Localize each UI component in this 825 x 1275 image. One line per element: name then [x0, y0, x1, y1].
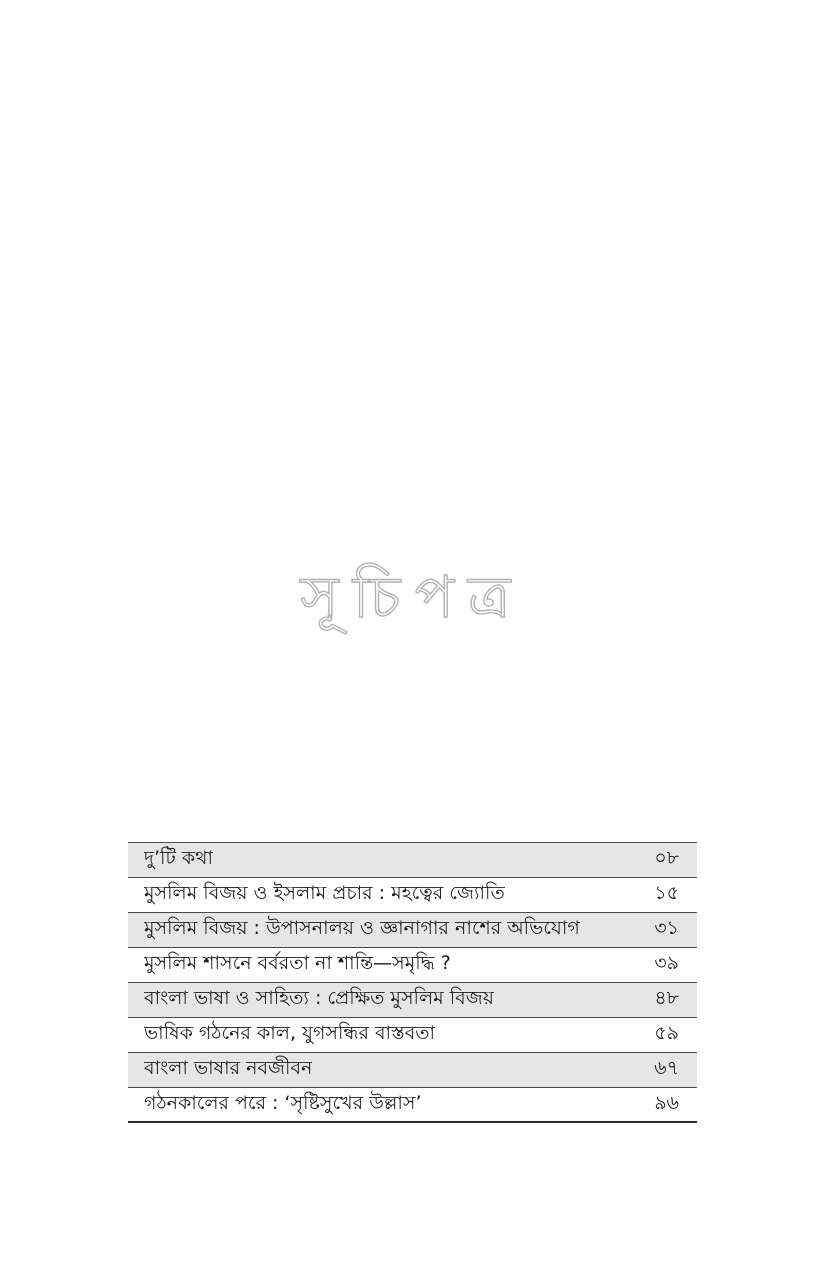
- toc-row[interactable]: [128, 983, 697, 1018]
- toc-entry-title: মুসলিম বিজয় : উপাসনালয় ও জ্ঞানাগার নাশের অভিযোগ: [144, 917, 580, 939]
- toc-entry-title: বাংলা ভাষার নবজীবন: [144, 1057, 313, 1079]
- toc-row[interactable]: [128, 1053, 697, 1088]
- toc-row[interactable]: [128, 1018, 697, 1053]
- toc-page-number: ১৫: [654, 882, 679, 904]
- toc-entry-title: বাংলা ভাষা ও সাহিত্য : প্রেক্ষিত মুসলিম বিজয়: [144, 987, 494, 1009]
- toc-row[interactable]: [128, 913, 697, 948]
- toc-page-number: ৪৮: [654, 987, 679, 1009]
- toc-page-number: ৫৯: [654, 1022, 679, 1044]
- toc-row[interactable]: [128, 1088, 697, 1123]
- toc-row[interactable]: [128, 843, 697, 878]
- toc-entry-title: মুসলিম শাসনে বর্বরতা না শান্তি—সমৃদ্ধি ?: [144, 952, 451, 974]
- toc-entry-title: মুসলিম বিজয় ও ইসলাম প্রচার : মহত্বের জ্যোতি: [144, 882, 505, 904]
- page-title: সূচিপত্র: [300, 563, 525, 631]
- table-of-contents: [128, 842, 697, 1123]
- toc-page-number: ৯৬: [654, 1091, 679, 1114]
- toc-entry-title: দু’টি কথা: [144, 847, 213, 869]
- toc-row[interactable]: [128, 948, 697, 983]
- toc-entry-title: গঠনকালের পরে : ‘সৃষ্টিসুখের উল্লাস’: [144, 1091, 422, 1114]
- toc-page-number: ৩১: [654, 917, 679, 939]
- toc-page-number: ৬৭: [654, 1057, 679, 1079]
- toc-row[interactable]: [128, 878, 697, 913]
- toc-page-number: ০৮: [654, 847, 679, 869]
- toc-entry-title: ভাষিক গঠনের কাল, যুগসন্ধির বাস্তবতা: [144, 1022, 436, 1044]
- toc-page-number: ৩৯: [654, 952, 679, 974]
